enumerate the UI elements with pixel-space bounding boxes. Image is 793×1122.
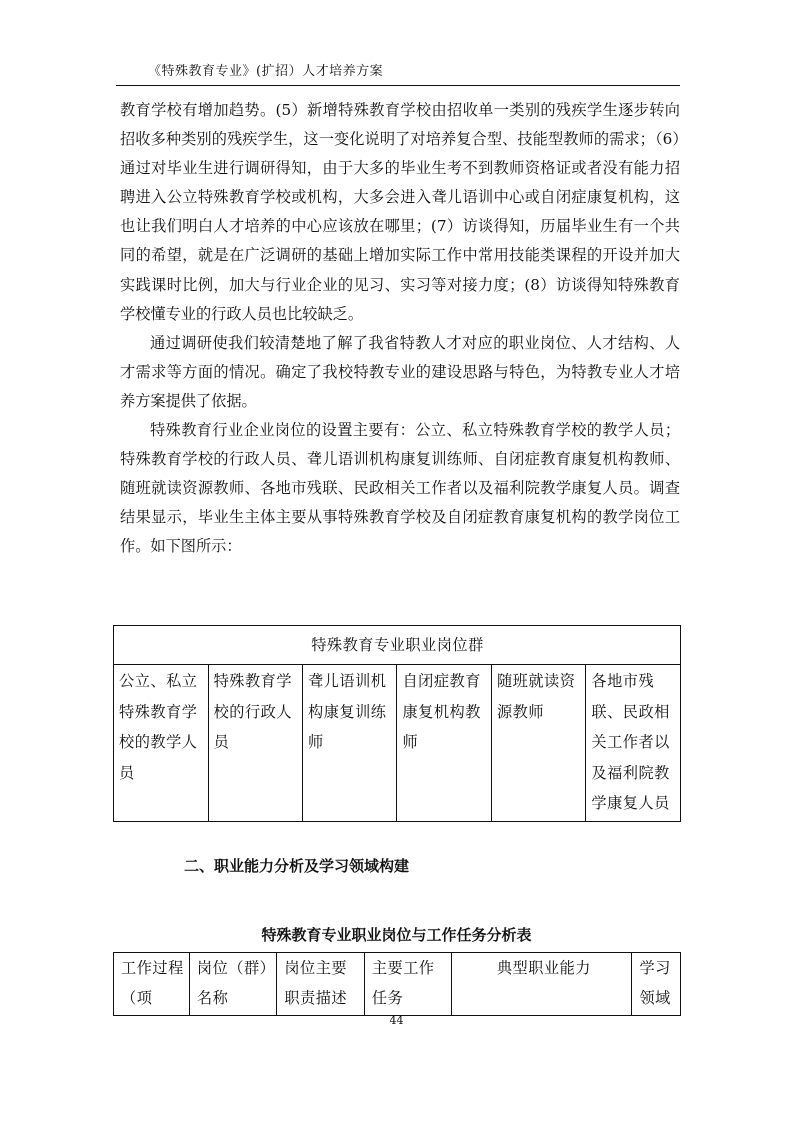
job-cell: 各地市残联、民政相关工作者以及福利院教学康复人员: [586, 665, 681, 822]
header-rule: [116, 85, 680, 86]
task-header-cell: 学习领域: [632, 953, 681, 1016]
job-table-title: 特殊教育专业职业岗位群: [114, 626, 681, 665]
page-number: 44: [389, 1014, 404, 1027]
paragraph-2: 通过调研使我们较清楚地了解了我省特教人才对应的职业岗位、人才结构、人才需求等方面的情况。确定了我校特教专业的建设思路与特色，为特教专业人才培养方案提供了依据。: [120, 333, 680, 410]
paragraph-1: 教育学校有增加趋势。(5）新增特殊教育学校由招收单一类别的残疾学生逐步转向招收多种类别的残疾学生，这一变化说明了对培养复合型、技能型教师的需求；（6）通过对毕业生进行调研得知，由于大多的毕业生考不到教师资格证或者没有能力招聘进入公立特殊教育学校或机构，大多会进入聋儿语训中心或自闭症康复机构，这也让我们明白人才培养的中心应该放在哪里；(7）访谈得知，历届毕业生有一个共同的希望，就是在广泛调研的基础上增加实际工作中常用技能类课程的开设并加大实践课时比例，加大与行业企业的见习、实习等对接力度；(8）访谈得知特殊教育学校懂专业的行政人员也比较缺乏。: [120, 101, 680, 323]
paragraph-3: 特殊教育行业企业岗位的设置主要有：公立、私立特殊教育学校的教学人员；特殊教育学校的行政人员、聋儿语训机构康复训练师、自闭症教育康复机构教师、随班就读资源教师、各地市残联、民政相关工作者以及福利院教学康复人员。调查结果显示，毕业生主体主要从事特殊教育学校及自闭症教育康复机构的教学岗位工作。如下图所示：: [120, 421, 680, 556]
body-text: [120, 96, 680, 562]
task-header-cell: 典型职业能力: [452, 953, 632, 1016]
section-heading: 二、职业能力分析及学习领域构建: [184, 857, 410, 875]
job-cell: 聋儿语训机构康复训练师: [303, 665, 397, 822]
job-cell: 特殊教育学校的行政人员: [208, 665, 302, 822]
job-cell: 自闭症教育康复机构教师: [397, 665, 491, 822]
task-analysis-table: [113, 952, 681, 1016]
job-cluster-table: [113, 625, 681, 822]
job-cell: 随班就读资源教师: [491, 665, 585, 822]
task-header-cell: 岗位（群）名称: [189, 953, 276, 1016]
task-table-title: 特殊教育专业职业岗位与工作任务分析表: [261, 926, 532, 944]
task-header-cell: 主要工作任务: [364, 953, 451, 1016]
task-header-cell: 岗位主要职责描述: [277, 953, 364, 1016]
task-header-cell: 工作过程（项: [114, 953, 190, 1016]
job-cell: 公立、私立特殊教育学校的教学人员: [114, 665, 209, 822]
running-header: 《特殊教育专业》(扩招）人才培养方案: [148, 64, 384, 79]
